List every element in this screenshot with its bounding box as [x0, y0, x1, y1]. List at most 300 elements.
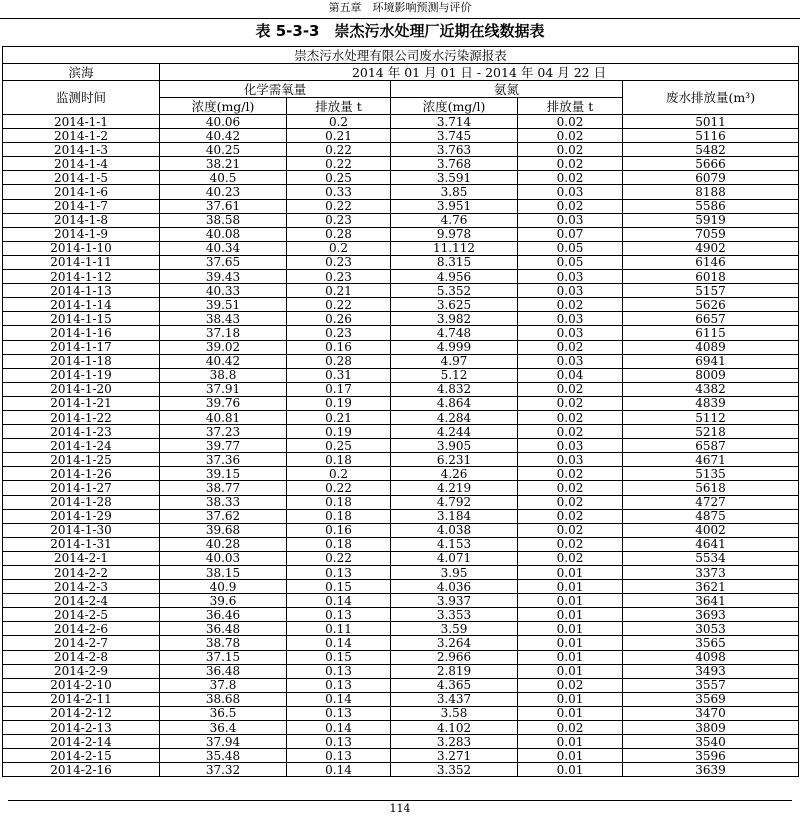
table-row	[3, 143, 799, 157]
cell-nh3-conc: 4.244	[391, 425, 518, 439]
cell-nh3-conc: 3.982	[391, 312, 518, 326]
cell-wastewater: 8009	[623, 368, 799, 382]
cell-wastewater: 3557	[623, 678, 799, 692]
cell-nh3-emission: 0.01	[518, 580, 623, 594]
cell-nh3-emission: 0.02	[518, 551, 623, 565]
cell-nh3-emission: 0.02	[518, 171, 623, 185]
cell-date: 2014-1-15	[3, 312, 160, 326]
cell-nh3-conc: 3.763	[391, 143, 518, 157]
cell-wastewater: 5534	[623, 551, 799, 565]
cell-nh3-conc: 11.112	[391, 241, 518, 255]
cell-cod-emission: 0.13	[287, 664, 391, 678]
cell-nh3-emission: 0.01	[518, 692, 623, 706]
cell-cod-emission: 0.14	[287, 636, 391, 650]
cell-date: 2014-2-10	[3, 678, 160, 692]
cell-wastewater: 4875	[623, 509, 799, 523]
header-nh3: 氨氮	[391, 81, 623, 98]
cell-wastewater: 3565	[623, 636, 799, 650]
table-row	[3, 298, 799, 312]
table-row	[3, 410, 799, 424]
cell-cod-conc: 39.77	[160, 439, 287, 453]
cell-cod-conc: 40.03	[160, 551, 287, 565]
table-row	[3, 284, 799, 298]
table-row	[3, 608, 799, 622]
cell-cod-conc: 37.94	[160, 735, 287, 749]
cell-wastewater: 6587	[623, 439, 799, 453]
cell-cod-emission: 0.14	[287, 721, 391, 735]
page-number: 114	[389, 802, 411, 815]
cell-nh3-conc: 3.951	[391, 199, 518, 213]
cell-cod-emission: 0.23	[287, 326, 391, 340]
cell-nh3-conc: 3.264	[391, 636, 518, 650]
cell-nh3-emission: 0.02	[518, 115, 623, 129]
cell-nh3-conc: 3.714	[391, 115, 518, 129]
cell-cod-emission: 0.13	[287, 566, 391, 580]
table-title: 表 5-3-3 崇杰污水处理厂近期在线数据表	[255, 22, 545, 40]
cell-cod-conc: 37.91	[160, 382, 287, 396]
cell-cod-conc: 39.6	[160, 594, 287, 608]
cell-cod-emission: 0.21	[287, 410, 391, 424]
cell-nh3-conc: 4.365	[391, 678, 518, 692]
cell-cod-conc: 38.43	[160, 312, 287, 326]
cell-nh3-conc: 3.437	[391, 692, 518, 706]
cell-cod-conc: 39.43	[160, 270, 287, 284]
cell-cod-conc: 38.15	[160, 566, 287, 580]
table-row	[3, 636, 799, 650]
cell-nh3-emission: 0.02	[518, 143, 623, 157]
cell-wastewater: 3470	[623, 706, 799, 720]
cell-nh3-conc: 3.768	[391, 157, 518, 171]
cell-nh3-conc: 3.95	[391, 566, 518, 580]
cell-cod-conc: 40.06	[160, 115, 287, 129]
cell-nh3-emission: 0.02	[518, 382, 623, 396]
header-cod: 化学需氧量	[160, 81, 391, 98]
cell-date: 2014-1-28	[3, 495, 160, 509]
cell-nh3-emission: 0.03	[518, 326, 623, 340]
cell-nh3-conc: 4.038	[391, 523, 518, 537]
cell-nh3-emission: 0.02	[518, 340, 623, 354]
company-row: 崇杰污水处理有限公司废水污染源报表	[3, 47, 799, 64]
cell-nh3-conc: 4.864	[391, 396, 518, 410]
cell-date: 2014-1-29	[3, 509, 160, 523]
cell-cod-conc: 38.33	[160, 495, 287, 509]
table-row	[3, 312, 799, 326]
cell-nh3-conc: 4.071	[391, 551, 518, 565]
cell-date: 2014-2-14	[3, 735, 160, 749]
cell-cod-conc: 40.23	[160, 185, 287, 199]
cell-nh3-conc: 2.966	[391, 650, 518, 664]
table-row	[3, 185, 799, 199]
table-row	[3, 157, 799, 171]
cell-nh3-conc: 4.832	[391, 382, 518, 396]
cell-cod-emission: 0.13	[287, 608, 391, 622]
table-row	[3, 678, 799, 692]
cell-date: 2014-1-7	[3, 199, 160, 213]
cell-cod-emission: 0.22	[287, 551, 391, 565]
table-row	[3, 227, 799, 241]
table-row	[3, 566, 799, 580]
cell-nh3-emission: 0.02	[518, 410, 623, 424]
cell-nh3-emission: 0.02	[518, 199, 623, 213]
table-row	[3, 382, 799, 396]
cell-date: 2014-1-25	[3, 453, 160, 467]
table-row	[3, 537, 799, 551]
cell-cod-conc: 36.4	[160, 721, 287, 735]
table-row	[3, 270, 799, 284]
cell-cod-conc: 40.28	[160, 537, 287, 551]
table-row	[3, 622, 799, 636]
cell-cod-emission: 0.31	[287, 368, 391, 382]
cell-cod-emission: 0.18	[287, 537, 391, 551]
cell-cod-emission: 0.18	[287, 509, 391, 523]
cell-wastewater: 4839	[623, 396, 799, 410]
cell-nh3-conc: 9.978	[391, 227, 518, 241]
cell-wastewater: 5011	[623, 115, 799, 129]
cell-date: 2014-2-5	[3, 608, 160, 622]
header-cod-emission: 排放量 t	[287, 98, 391, 115]
cell-wastewater: 5919	[623, 213, 799, 227]
cell-date: 2014-2-1	[3, 551, 160, 565]
cell-cod-emission: 0.21	[287, 129, 391, 143]
cell-nh3-emission: 0.02	[518, 523, 623, 537]
cell-nh3-emission: 0.02	[518, 481, 623, 495]
cell-nh3-emission: 0.01	[518, 636, 623, 650]
cell-cod-conc: 37.62	[160, 509, 287, 523]
cell-cod-emission: 0.28	[287, 354, 391, 368]
cell-cod-conc: 36.48	[160, 664, 287, 678]
cell-nh3-emission: 0.05	[518, 255, 623, 269]
table-row	[3, 721, 799, 735]
cell-nh3-emission: 0.02	[518, 298, 623, 312]
cell-wastewater: 6115	[623, 326, 799, 340]
cell-wastewater: 6018	[623, 270, 799, 284]
cell-cod-conc: 35.48	[160, 749, 287, 763]
cell-cod-conc: 40.5	[160, 171, 287, 185]
cell-date: 2014-1-8	[3, 213, 160, 227]
cell-nh3-emission: 0.03	[518, 284, 623, 298]
cell-wastewater: 3596	[623, 749, 799, 763]
cell-date: 2014-1-23	[3, 425, 160, 439]
cell-wastewater: 8188	[623, 185, 799, 199]
cell-date: 2014-1-19	[3, 368, 160, 382]
cell-cod-conc: 37.8	[160, 678, 287, 692]
cell-wastewater: 3569	[623, 692, 799, 706]
cell-nh3-emission: 0.01	[518, 706, 623, 720]
cell-cod-conc: 39.68	[160, 523, 287, 537]
cell-nh3-conc: 5.352	[391, 284, 518, 298]
data-table	[2, 46, 799, 777]
cell-cod-emission: 0.23	[287, 213, 391, 227]
cell-cod-emission: 0.22	[287, 143, 391, 157]
cell-nh3-emission: 0.02	[518, 425, 623, 439]
cell-nh3-emission: 0.01	[518, 749, 623, 763]
cell-wastewater: 5666	[623, 157, 799, 171]
table-row	[3, 509, 799, 523]
cell-cod-emission: 0.14	[287, 692, 391, 706]
cell-cod-conc: 40.42	[160, 354, 287, 368]
cell-nh3-conc: 3.58	[391, 706, 518, 720]
cell-nh3-conc: 3.271	[391, 749, 518, 763]
cell-date: 2014-1-27	[3, 481, 160, 495]
cell-nh3-emission: 0.03	[518, 213, 623, 227]
cell-cod-conc: 37.65	[160, 255, 287, 269]
cell-nh3-emission: 0.02	[518, 537, 623, 551]
cell-date: 2014-1-26	[3, 467, 160, 481]
cell-nh3-conc: 3.353	[391, 608, 518, 622]
header-nh3-conc: 浓度(mg/l)	[391, 98, 518, 115]
cell-nh3-conc: 4.97	[391, 354, 518, 368]
header-cod-conc: 浓度(mg/l)	[160, 98, 287, 115]
cell-cod-conc: 37.36	[160, 453, 287, 467]
cell-cod-emission: 0.14	[287, 594, 391, 608]
cell-date: 2014-2-7	[3, 636, 160, 650]
cell-wastewater: 3621	[623, 580, 799, 594]
cell-wastewater: 4382	[623, 382, 799, 396]
cell-cod-conc: 38.8	[160, 368, 287, 382]
cell-cod-emission: 0.13	[287, 706, 391, 720]
table-row	[3, 354, 799, 368]
cell-nh3-emission: 0.03	[518, 354, 623, 368]
cell-nh3-emission: 0.04	[518, 368, 623, 382]
cell-wastewater: 4089	[623, 340, 799, 354]
cell-wastewater: 5135	[623, 467, 799, 481]
table-row	[3, 523, 799, 537]
cell-nh3-conc: 3.352	[391, 763, 518, 777]
cell-cod-emission: 0.21	[287, 284, 391, 298]
cell-nh3-conc: 4.956	[391, 270, 518, 284]
cell-wastewater: 6657	[623, 312, 799, 326]
cell-date: 2014-2-8	[3, 650, 160, 664]
cell-wastewater: 4671	[623, 453, 799, 467]
cell-cod-emission: 0.17	[287, 382, 391, 396]
table-row	[3, 495, 799, 509]
cell-cod-emission: 0.23	[287, 255, 391, 269]
cell-cod-emission: 0.33	[287, 185, 391, 199]
cell-wastewater: 3809	[623, 721, 799, 735]
cell-nh3-emission: 0.03	[518, 270, 623, 284]
header-nh3-emission: 排放量 t	[518, 98, 623, 115]
cell-cod-emission: 0.11	[287, 622, 391, 636]
cell-wastewater: 3540	[623, 735, 799, 749]
table-row	[3, 749, 799, 763]
table-row	[3, 453, 799, 467]
cell-cod-conc: 37.61	[160, 199, 287, 213]
cell-cod-conc: 38.68	[160, 692, 287, 706]
cell-date: 2014-1-10	[3, 241, 160, 255]
cell-cod-emission: 0.26	[287, 312, 391, 326]
cell-date: 2014-1-9	[3, 227, 160, 241]
cell-date: 2014-2-2	[3, 566, 160, 580]
cell-date: 2014-1-11	[3, 255, 160, 269]
cell-cod-emission: 0.2	[287, 467, 391, 481]
cell-wastewater: 4098	[623, 650, 799, 664]
cell-date: 2014-1-5	[3, 171, 160, 185]
cell-date: 2014-1-2	[3, 129, 160, 143]
cell-cod-conc: 40.33	[160, 284, 287, 298]
cell-cod-emission: 0.22	[287, 157, 391, 171]
cell-nh3-conc: 4.999	[391, 340, 518, 354]
cell-cod-emission: 0.18	[287, 453, 391, 467]
cell-date: 2014-2-16	[3, 763, 160, 777]
cell-cod-emission: 0.15	[287, 580, 391, 594]
cell-cod-emission: 0.22	[287, 199, 391, 213]
cell-nh3-conc: 5.12	[391, 368, 518, 382]
cell-cod-conc: 39.02	[160, 340, 287, 354]
cell-nh3-conc: 3.905	[391, 439, 518, 453]
cell-cod-emission: 0.19	[287, 396, 391, 410]
table-row	[3, 326, 799, 340]
cell-wastewater: 3373	[623, 566, 799, 580]
page-header: 第五章 环境影响预测与评价	[0, 0, 800, 19]
cell-nh3-emission: 0.01	[518, 566, 623, 580]
cell-cod-conc: 39.15	[160, 467, 287, 481]
cell-nh3-emission: 0.01	[518, 650, 623, 664]
table-row	[3, 368, 799, 382]
cell-wastewater: 6146	[623, 255, 799, 269]
location-cell: 滨海	[3, 64, 160, 81]
cell-cod-conc: 36.46	[160, 608, 287, 622]
cell-cod-conc: 38.21	[160, 157, 287, 171]
table-row	[3, 481, 799, 495]
cell-nh3-conc: 3.591	[391, 171, 518, 185]
cell-wastewater: 5626	[623, 298, 799, 312]
cell-nh3-conc: 3.937	[391, 594, 518, 608]
cell-cod-conc: 37.18	[160, 326, 287, 340]
table-row	[3, 425, 799, 439]
cell-nh3-conc: 8.315	[391, 255, 518, 269]
cell-wastewater: 5618	[623, 481, 799, 495]
cell-nh3-conc: 3.745	[391, 129, 518, 143]
cell-cod-conc: 37.23	[160, 425, 287, 439]
cell-wastewater: 6079	[623, 171, 799, 185]
cell-date: 2014-2-15	[3, 749, 160, 763]
cell-nh3-emission: 0.02	[518, 509, 623, 523]
cell-cod-conc: 36.5	[160, 706, 287, 720]
cell-nh3-conc: 4.102	[391, 721, 518, 735]
cell-nh3-emission: 0.02	[518, 467, 623, 481]
cell-cod-conc: 37.15	[160, 650, 287, 664]
cell-cod-conc: 37.32	[160, 763, 287, 777]
cell-date: 2014-1-12	[3, 270, 160, 284]
cell-nh3-conc: 3.85	[391, 185, 518, 199]
cell-wastewater: 3693	[623, 608, 799, 622]
cell-wastewater: 4641	[623, 537, 799, 551]
cell-wastewater: 3639	[623, 763, 799, 777]
cell-cod-emission: 0.13	[287, 749, 391, 763]
cell-cod-emission: 0.28	[287, 227, 391, 241]
cell-cod-emission: 0.25	[287, 171, 391, 185]
cell-nh3-emission: 0.01	[518, 608, 623, 622]
table-row	[3, 396, 799, 410]
cell-cod-conc: 39.76	[160, 396, 287, 410]
cell-date: 2014-2-4	[3, 594, 160, 608]
table-row	[3, 255, 799, 269]
cell-date: 2014-1-17	[3, 340, 160, 354]
cell-cod-emission: 0.15	[287, 650, 391, 664]
cell-cod-conc: 40.34	[160, 241, 287, 255]
cell-cod-conc: 40.25	[160, 143, 287, 157]
table-row	[3, 706, 799, 720]
cell-date: 2014-2-13	[3, 721, 160, 735]
cell-cod-emission: 0.2	[287, 241, 391, 255]
cell-cod-emission: 0.16	[287, 523, 391, 537]
cell-date: 2014-2-11	[3, 692, 160, 706]
table-row	[3, 241, 799, 255]
cell-wastewater: 3493	[623, 664, 799, 678]
cell-date: 2014-1-14	[3, 298, 160, 312]
cell-date: 2014-1-13	[3, 284, 160, 298]
cell-cod-conc: 40.81	[160, 410, 287, 424]
cell-cod-emission: 0.19	[287, 425, 391, 439]
cell-cod-emission: 0.22	[287, 481, 391, 495]
cell-nh3-conc: 2.819	[391, 664, 518, 678]
cell-cod-emission: 0.18	[287, 495, 391, 509]
cell-nh3-emission: 0.01	[518, 594, 623, 608]
cell-date: 2014-1-6	[3, 185, 160, 199]
date-range-cell: 2014 年 01 月 01 日 - 2014 年 04 月 22 日	[160, 64, 799, 81]
cell-cod-emission: 0.23	[287, 270, 391, 284]
table-row	[3, 213, 799, 227]
cell-nh3-conc: 3.283	[391, 735, 518, 749]
table-row	[3, 199, 799, 213]
cell-cod-conc: 38.58	[160, 213, 287, 227]
cell-nh3-conc: 4.748	[391, 326, 518, 340]
cell-date: 2014-1-24	[3, 439, 160, 453]
cell-date: 2014-1-20	[3, 382, 160, 396]
cell-nh3-emission: 0.01	[518, 763, 623, 777]
cell-wastewater: 3641	[623, 594, 799, 608]
cell-wastewater: 5586	[623, 199, 799, 213]
cell-nh3-emission: 0.01	[518, 622, 623, 636]
cell-date: 2014-1-18	[3, 354, 160, 368]
cell-date: 2014-1-3	[3, 143, 160, 157]
cell-date: 2014-1-21	[3, 396, 160, 410]
cell-nh3-conc: 3.625	[391, 298, 518, 312]
table-row	[3, 664, 799, 678]
cell-nh3-emission: 0.02	[518, 495, 623, 509]
cell-date: 2014-2-12	[3, 706, 160, 720]
cell-nh3-emission: 0.02	[518, 721, 623, 735]
cell-date: 2014-2-9	[3, 664, 160, 678]
cell-wastewater: 4002	[623, 523, 799, 537]
table-row	[3, 551, 799, 565]
cell-cod-conc: 38.78	[160, 636, 287, 650]
table-row	[3, 171, 799, 185]
table-row	[3, 580, 799, 594]
cell-nh3-conc: 3.184	[391, 509, 518, 523]
cell-cod-emission: 0.16	[287, 340, 391, 354]
cell-cod-emission: 0.13	[287, 678, 391, 692]
cell-cod-conc: 38.77	[160, 481, 287, 495]
cell-nh3-conc: 4.284	[391, 410, 518, 424]
cell-cod-emission: 0.14	[287, 763, 391, 777]
table-row	[3, 129, 799, 143]
cell-nh3-emission: 0.01	[518, 735, 623, 749]
cell-wastewater: 4727	[623, 495, 799, 509]
cell-nh3-emission: 0.02	[518, 678, 623, 692]
table-row	[3, 763, 799, 777]
cell-nh3-conc: 4.219	[391, 481, 518, 495]
header-wastewater: 废水排放量(m³)	[623, 81, 799, 115]
cell-nh3-emission: 0.02	[518, 396, 623, 410]
table-row	[3, 735, 799, 749]
cell-date: 2014-1-1	[3, 115, 160, 129]
table-row	[3, 594, 799, 608]
cell-nh3-conc: 4.26	[391, 467, 518, 481]
cell-date: 2014-1-30	[3, 523, 160, 537]
cell-date: 2014-1-31	[3, 537, 160, 551]
cell-nh3-emission: 0.01	[518, 664, 623, 678]
